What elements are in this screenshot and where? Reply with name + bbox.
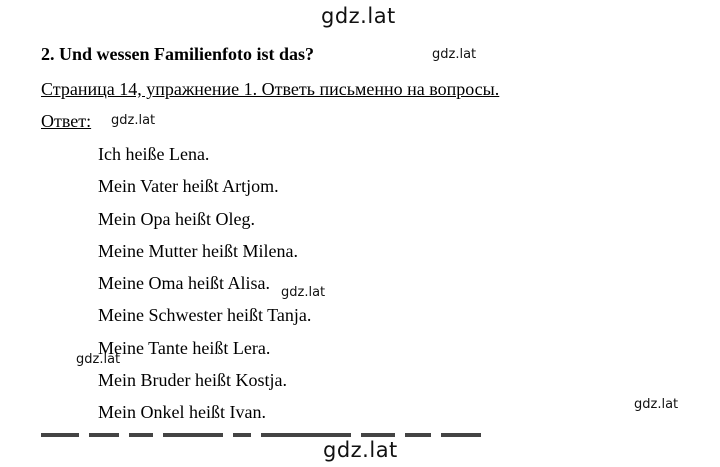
answer-line: Mein Opa heißt Oleg.	[98, 208, 255, 229]
answer-line: Meine Oma heißt Alisa.	[98, 273, 270, 294]
answer-label: Ответ:	[41, 111, 92, 131]
answer-line: Meine Tante heißt Lera.	[98, 337, 271, 358]
task-description: Страница 14, упражнение 1. Ответь письменно на вопросы.	[41, 79, 500, 99]
watermark-mid-left: gdz.lat	[76, 352, 121, 367]
watermark-bottom-right: gdz.lat	[634, 397, 679, 412]
watermark-heading: gdz.lat	[432, 47, 477, 62]
watermark-top: gdz.lat	[321, 4, 396, 28]
watermark-mid-right: gdz.lat	[281, 285, 326, 300]
watermark-answer: gdz.lat	[111, 113, 156, 128]
answer-line: Meine Schwester heißt Tanja.	[98, 305, 312, 326]
answer-line: Mein Onkel heißt Ivan.	[98, 402, 266, 423]
answer-line: Ich heiße Lena.	[98, 144, 210, 164]
watermark-bottom: gdz.lat	[323, 438, 398, 462]
answer-line: Mein Bruder heißt Kostja.	[98, 370, 287, 391]
answer-line: Meine Mutter heißt Milena.	[98, 240, 298, 261]
exercise-heading: 2. Und wessen Familienfoto ist das?	[41, 44, 315, 64]
answer-line: Mein Vater heißt Artjom.	[98, 176, 279, 197]
cut-off-text-line	[41, 433, 501, 437]
answer-list	[98, 143, 311, 434]
